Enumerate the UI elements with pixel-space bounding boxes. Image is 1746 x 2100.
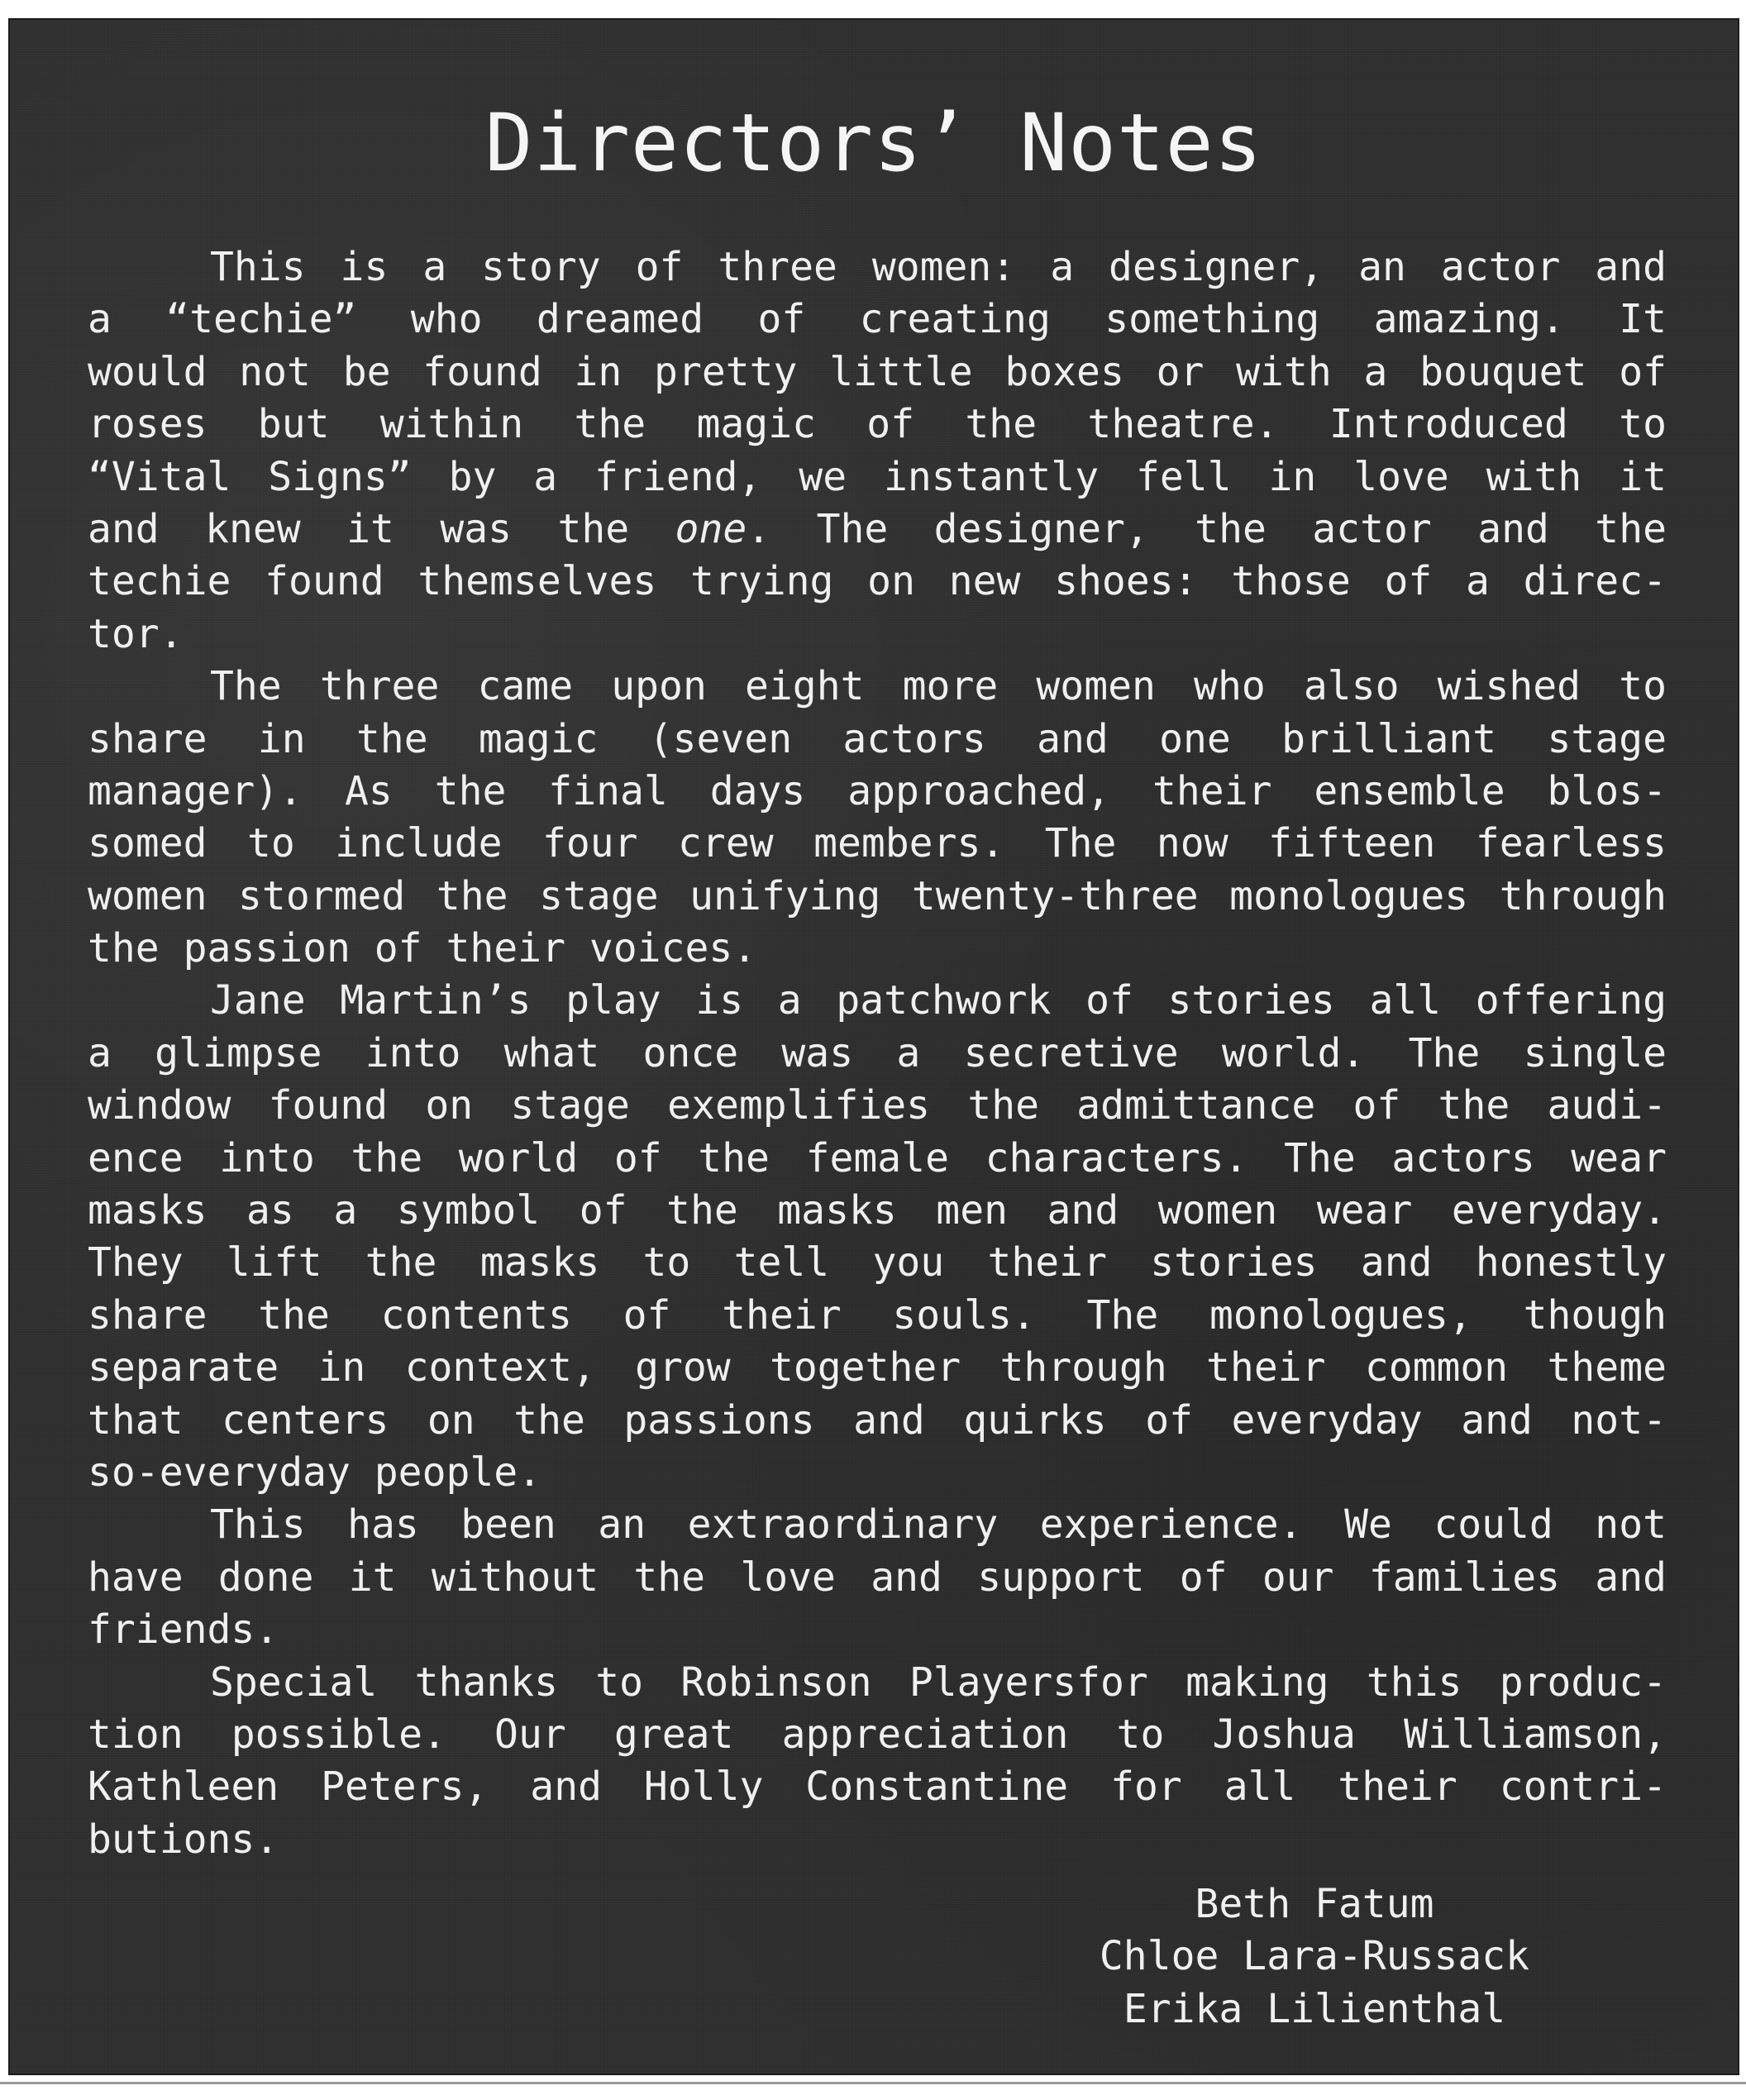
paragraph-line: Special thanks to Robinson Playersfor making this produc- <box>210 1659 1667 1706</box>
paragraph-line: a glimpse into what once was a secretive world. The single <box>88 1029 1667 1076</box>
page-title: Directors’ Notes <box>484 97 1263 189</box>
signature-name: Beth Fatum <box>1195 1881 1434 1927</box>
paragraph-line: window found on stage exemplifies the admittance of the audi- <box>88 1082 1667 1129</box>
paragraph-line: share in the magic (seven actors and one brilliant stage <box>88 715 1667 762</box>
paragraph-line: This is a story of three women: a designer, an actor and <box>210 244 1667 290</box>
emphasized-word: one <box>675 505 747 552</box>
paragraph-line: tor. <box>88 610 184 657</box>
paragraph-line: techie found themselves trying on new shoes: those of a direc- <box>88 558 1667 605</box>
paragraph-line: somed to include four crew members. The now fifteen fearless <box>88 820 1667 867</box>
paragraph-line: and knew it was the one. The designer, the actor and the <box>88 505 1667 552</box>
bottom-divider <box>0 2082 1746 2084</box>
notes-body <box>88 241 1667 1866</box>
paragraph-line: separate in context, grow together through their common theme <box>88 1344 1667 1391</box>
paragraph-line: manager). As the final days approached, their ensemble blos- <box>88 767 1667 814</box>
paragraph-line: This has been an extraordinary experience. We could not <box>210 1501 1667 1549</box>
paragraph-line: a “techie” who dreamed of creating something amazing. It <box>88 296 1667 343</box>
paragraph-line: roses but within the magic of the theatre. Introduced to <box>88 401 1667 448</box>
paragraph-line: that centers on the passions and quirks of everyday and not- <box>88 1396 1667 1444</box>
paragraph-line: masks as a symbol of the masks men and women wear everyday. <box>88 1187 1667 1234</box>
paragraph-line: The three came upon eight more women who also wished to <box>210 663 1667 710</box>
paragraph-line: would not be found in pretty little boxes or with a bouquet of <box>88 348 1667 395</box>
paragraph-line: tion possible. Our great appreciation to Joshua Williamson, <box>88 1711 1667 1758</box>
directors-notes-panel <box>8 18 1739 2075</box>
paragraph-line: have done it without the love and support of our families and <box>88 1554 1667 1601</box>
paragraph-line: so-everyday people. <box>88 1449 542 1496</box>
paragraph-line: ence into the world of the female characters. The actors wear <box>88 1134 1667 1181</box>
signature-block <box>1000 1878 1629 2036</box>
paragraph-line: the passion of their voices. <box>88 925 757 972</box>
paragraph-line: butions. <box>88 1816 279 1863</box>
paragraph-line: They lift the masks to tell you their stories and honestly <box>88 1239 1667 1286</box>
signature-name: Chloe Lara-Russack <box>1099 1933 1530 1980</box>
paragraph-line: women stormed the stage unifying twenty-three monologues through <box>88 872 1667 919</box>
paragraph-line: share the contents of their souls. The monologues, though <box>88 1291 1667 1339</box>
paragraph-line: Kathleen Peters, and Holly Constantine for all their contri- <box>88 1764 1667 1811</box>
signature-name: Erika Lilienthal <box>1123 1985 1506 2032</box>
paragraph-line: “Vital Signs” by a friend, we instantly fell in love with it <box>88 453 1667 500</box>
paragraph-line: Jane Martin’s play is a patchwork of stories all offering <box>210 977 1667 1024</box>
paragraph-line: friends. <box>88 1606 279 1654</box>
